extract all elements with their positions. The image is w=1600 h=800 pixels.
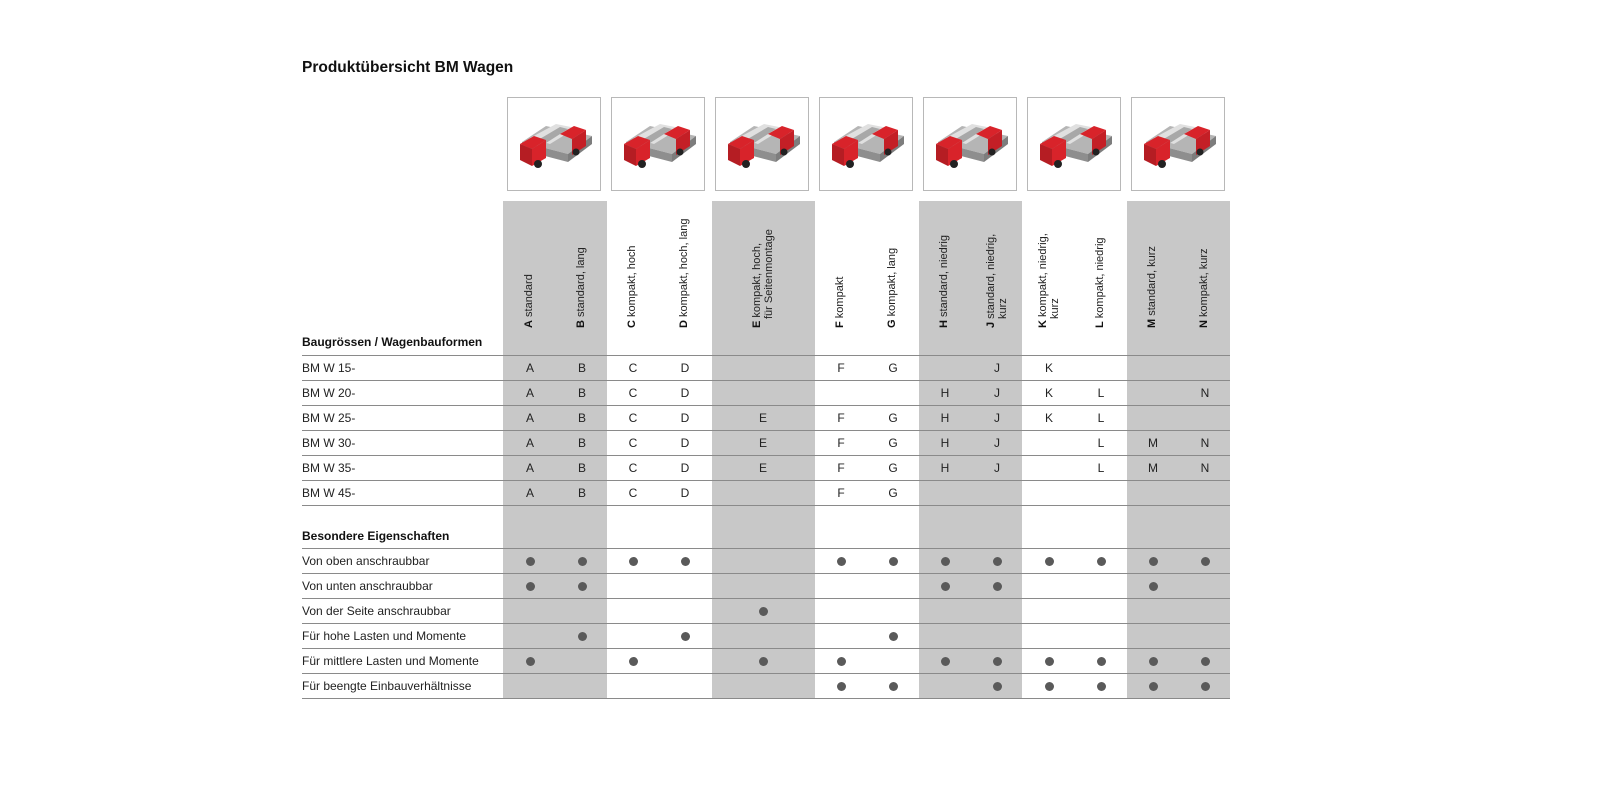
column-header-f bbox=[835, 168, 847, 328]
size-cell: C bbox=[628, 361, 638, 375]
column-description: standard, niedrig, bbox=[984, 233, 997, 319]
size-cell: L bbox=[1097, 411, 1105, 425]
row-divider bbox=[302, 455, 1230, 456]
feature-dot bbox=[1045, 682, 1054, 691]
column-letter: C bbox=[626, 320, 639, 328]
feature-dot bbox=[1201, 557, 1210, 566]
column-description: standard bbox=[523, 274, 536, 317]
size-cell: G bbox=[888, 486, 898, 500]
row-divider bbox=[302, 405, 1230, 406]
size-cell: F bbox=[837, 361, 845, 375]
size-cell: L bbox=[1097, 461, 1105, 475]
size-row-label: BM W 45- bbox=[302, 486, 356, 500]
feature-dot bbox=[1201, 682, 1210, 691]
feature-dot bbox=[837, 557, 846, 566]
size-cell: L bbox=[1097, 436, 1105, 450]
size-cell: B bbox=[577, 386, 586, 400]
row-divider bbox=[302, 355, 1230, 356]
product-photo bbox=[819, 97, 913, 191]
feature-dot bbox=[578, 557, 587, 566]
feature-dot bbox=[1045, 557, 1054, 566]
size-row-label: BM W 30- bbox=[302, 436, 356, 450]
feature-dot bbox=[889, 557, 898, 566]
feature-dot bbox=[993, 657, 1002, 666]
feature-dot bbox=[1149, 582, 1158, 591]
feature-dot bbox=[629, 657, 638, 666]
column-letter: J bbox=[984, 321, 997, 328]
row-divider bbox=[302, 673, 1230, 674]
column-description-line2: kurz bbox=[996, 298, 1008, 319]
size-cell: B bbox=[577, 461, 586, 475]
column-letter: B bbox=[575, 320, 588, 328]
row-divider bbox=[302, 430, 1230, 431]
column-header-j bbox=[986, 168, 1009, 328]
size-cell: J bbox=[994, 461, 1000, 475]
size-cell: C bbox=[628, 436, 638, 450]
column-description: kompakt, hoch bbox=[626, 245, 639, 317]
size-cell: G bbox=[888, 361, 898, 375]
feature-dot bbox=[759, 657, 768, 666]
size-row-label: BM W 20- bbox=[302, 386, 356, 400]
column-description: kompakt, niedrig bbox=[1094, 237, 1107, 319]
section-title-features: Besondere Eigenschaften bbox=[302, 529, 450, 543]
feature-row-label: Für mittlere Lasten und Momente bbox=[302, 654, 479, 668]
size-cell: D bbox=[680, 486, 690, 500]
size-cell: H bbox=[940, 436, 950, 450]
size-cell: A bbox=[525, 386, 534, 400]
size-cell: F bbox=[837, 411, 845, 425]
column-letter: L bbox=[1094, 321, 1107, 328]
size-cell: A bbox=[525, 461, 534, 475]
column-header-a bbox=[524, 168, 536, 328]
section-title-sizes: Baugrössen / Wagenbauformen bbox=[302, 335, 483, 349]
size-cell: D bbox=[680, 411, 690, 425]
size-cell: M bbox=[1148, 461, 1158, 475]
product-photo bbox=[611, 97, 705, 191]
column-letter: H bbox=[938, 320, 951, 328]
feature-dot bbox=[837, 682, 846, 691]
size-cell: C bbox=[628, 461, 638, 475]
column-description-line2: kurz bbox=[1048, 298, 1060, 319]
size-cell: E bbox=[758, 436, 767, 450]
column-header-e bbox=[752, 168, 775, 328]
feature-dot bbox=[889, 682, 898, 691]
column-header-b bbox=[576, 168, 588, 328]
column-header-k bbox=[1038, 168, 1061, 328]
size-cell: F bbox=[837, 461, 845, 475]
size-cell: B bbox=[577, 411, 586, 425]
column-description: kompakt, lang bbox=[886, 247, 899, 317]
size-cell: E bbox=[758, 461, 767, 475]
size-cell: H bbox=[940, 411, 950, 425]
size-cell: N bbox=[1200, 436, 1210, 450]
row-divider bbox=[302, 598, 1230, 599]
column-description: standard, lang bbox=[575, 247, 588, 317]
feature-dot bbox=[1097, 682, 1106, 691]
column-header-h bbox=[939, 168, 951, 328]
feature-dot bbox=[1097, 557, 1106, 566]
feature-dot bbox=[1045, 657, 1054, 666]
feature-dot bbox=[759, 607, 768, 616]
size-cell: J bbox=[994, 411, 1000, 425]
row-divider bbox=[302, 573, 1230, 574]
size-cell: D bbox=[680, 461, 690, 475]
size-cell: N bbox=[1200, 386, 1210, 400]
column-description-line2: für Seitenmontage bbox=[762, 229, 774, 319]
feature-dot bbox=[1149, 557, 1158, 566]
size-cell: F bbox=[837, 486, 845, 500]
size-cell: D bbox=[680, 361, 690, 375]
column-letter: N bbox=[1198, 320, 1211, 328]
size-cell: B bbox=[577, 436, 586, 450]
size-cell: E bbox=[758, 411, 767, 425]
size-cell: M bbox=[1148, 436, 1158, 450]
feature-dot bbox=[837, 657, 846, 666]
size-cell: C bbox=[628, 411, 638, 425]
product-photo bbox=[1131, 97, 1225, 191]
size-cell: K bbox=[1044, 411, 1053, 425]
row-divider bbox=[302, 698, 1230, 699]
column-description: kompakt, niedrig, bbox=[1036, 233, 1049, 317]
feature-dot bbox=[526, 582, 535, 591]
size-cell: C bbox=[628, 386, 638, 400]
page-title: Produktübersicht BM Wagen bbox=[302, 59, 514, 76]
column-description: kompakt, hoch, lang bbox=[678, 218, 691, 317]
column-description: kompakt, hoch, bbox=[750, 243, 763, 318]
feature-dot bbox=[941, 657, 950, 666]
feature-dot bbox=[578, 582, 587, 591]
size-cell: F bbox=[837, 436, 845, 450]
feature-dot bbox=[1201, 657, 1210, 666]
size-cell: A bbox=[525, 411, 534, 425]
feature-dot bbox=[889, 632, 898, 641]
feature-dot bbox=[526, 657, 535, 666]
size-cell: H bbox=[940, 461, 950, 475]
column-letter: D bbox=[678, 320, 691, 328]
feature-dot bbox=[941, 582, 950, 591]
column-letter: K bbox=[1036, 320, 1049, 328]
column-header-g bbox=[887, 168, 899, 328]
feature-dot bbox=[526, 557, 535, 566]
size-cell: D bbox=[680, 436, 690, 450]
size-cell: A bbox=[525, 361, 534, 375]
column-description: standard, kurz bbox=[1146, 246, 1159, 316]
feature-dot bbox=[629, 557, 638, 566]
feature-dot bbox=[993, 557, 1002, 566]
feature-dot bbox=[941, 557, 950, 566]
feature-row-label: Für hohe Lasten und Momente bbox=[302, 629, 467, 643]
size-cell: N bbox=[1200, 461, 1210, 475]
column-description: standard, niedrig bbox=[938, 235, 951, 317]
size-cell: K bbox=[1044, 386, 1053, 400]
column-header-l bbox=[1095, 168, 1107, 328]
feature-dot bbox=[1149, 657, 1158, 666]
feature-row-label: Von der Seite anschraubbar bbox=[302, 604, 451, 618]
column-letter: M bbox=[1146, 318, 1159, 328]
feature-row-label: Von unten anschraubbar bbox=[302, 579, 433, 593]
column-letter: A bbox=[523, 320, 536, 328]
column-header-c bbox=[627, 168, 639, 328]
feature-dot bbox=[578, 632, 587, 641]
size-row-label: BM W 25- bbox=[302, 411, 356, 425]
row-divider bbox=[302, 480, 1230, 481]
column-description: kompakt, kurz bbox=[1198, 248, 1211, 317]
size-row-label: BM W 15- bbox=[302, 361, 356, 375]
size-cell: A bbox=[525, 436, 534, 450]
feature-row-label: Für beengte Einbauverhältnisse bbox=[302, 679, 472, 693]
row-divider bbox=[302, 548, 1230, 549]
row-divider bbox=[302, 648, 1230, 649]
size-cell: G bbox=[888, 436, 898, 450]
column-letter: E bbox=[750, 320, 763, 328]
size-row-label: BM W 35- bbox=[302, 461, 356, 475]
feature-dot bbox=[681, 557, 690, 566]
size-cell: C bbox=[628, 486, 638, 500]
column-header-n bbox=[1199, 168, 1211, 328]
size-cell: K bbox=[1044, 361, 1053, 375]
size-cell: A bbox=[525, 486, 534, 500]
size-cell: B bbox=[577, 486, 586, 500]
row-divider bbox=[302, 623, 1230, 624]
feature-dot bbox=[681, 632, 690, 641]
column-letter: G bbox=[886, 319, 899, 328]
size-cell: J bbox=[994, 386, 1000, 400]
feature-dot bbox=[1097, 657, 1106, 666]
row-divider bbox=[302, 505, 1230, 506]
row-divider bbox=[302, 380, 1230, 381]
size-cell: L bbox=[1097, 386, 1105, 400]
size-cell: H bbox=[940, 386, 950, 400]
size-cell: G bbox=[888, 411, 898, 425]
column-description: kompakt bbox=[834, 276, 847, 319]
size-cell: D bbox=[680, 386, 690, 400]
feature-dot bbox=[993, 682, 1002, 691]
feature-row-label: Von oben anschraubbar bbox=[302, 554, 430, 568]
column-header-m bbox=[1147, 168, 1159, 328]
size-cell: J bbox=[994, 436, 1000, 450]
size-cell: G bbox=[888, 461, 898, 475]
feature-dot bbox=[1149, 682, 1158, 691]
size-cell: B bbox=[577, 361, 586, 375]
feature-dot bbox=[993, 582, 1002, 591]
column-letter: F bbox=[834, 321, 847, 328]
size-cell: J bbox=[994, 361, 1000, 375]
column-header-d bbox=[679, 168, 691, 328]
